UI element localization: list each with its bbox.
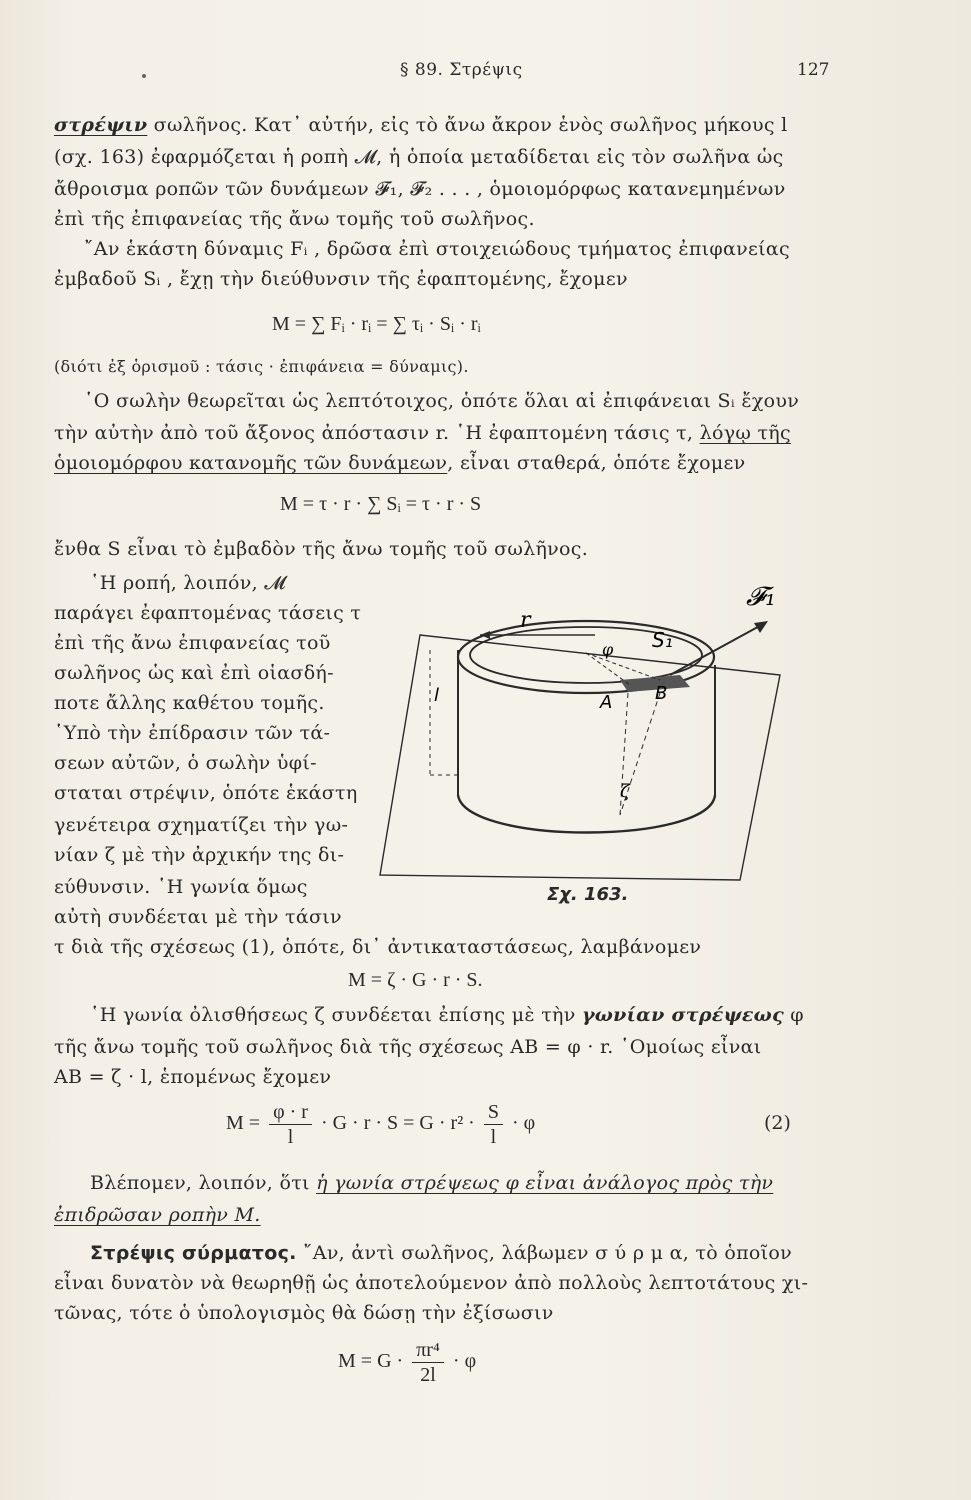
tube-bottom-edge [458,795,715,833]
formula-wire-torsion: M = G · $\frac{\text{πr⁴}}{2l}$ · φ [338,1339,477,1386]
formula-moment-zeta: M = ζ · G · r · S. [348,969,483,991]
text-line: στρέψιν σωλῆνος. Κατ᾿ αὐτήν, εἰς τὸ ἄνω ἄκρον ἑνὸς σωλῆνος μήκους l [54,114,788,136]
text-line: ἄθροισμα ροπῶν τῶν δυνάμεων 𝓕₁, 𝓕₂ . . . , ὁμοιομόρφως κατανεμημένων [54,178,786,200]
radius-arrowhead [480,631,490,639]
text-line: τῶνας, τότε ὁ ὑπολογισμὸς θὰ δώσῃ τὴν ἐξίσωσιν [54,1302,554,1324]
text-line: ὁμοιομόρφου κατανομῆς τῶν δυνάμεων, εἶναι σταθερά, ὁπότε ἔχομεν [54,452,746,474]
formula-moment-tau: M = τ · r · ∑ Sᵢ = τ · r · S [280,493,482,515]
text-line: παράγει ἐφαπτομένας τάσεις τ [54,602,362,624]
text-line: σταται στρέψιν, ὁπότε ἑκάστη [54,782,358,804]
figure-plane [380,635,780,880]
figure-caption: Σχ. 163. [547,884,629,905]
text-line: εύθυνσιν. ῾Η γωνία ὅμως [54,876,308,898]
formula-moment-sum: M = ∑ Fᵢ · rᵢ = ∑ τᵢ · Sᵢ · rᵢ [272,313,481,335]
label-l: l [434,685,440,706]
text-line: Βλέπομεν, λοιπόν, ὅτι ἡ γωνία στρέψεως φ εἶναι ἀνάλογος πρὸς τὴν [90,1172,774,1194]
text-line: ῾Ο σωλὴν θεωρεῖται ὡς λεπτότοιχος, ὁπότε ὅλαι αἱ ἐπιφάνειαι Sᵢ ἔχουν [84,390,800,412]
text-line: (διότι ἐξ ὁρισμοῦ : τάσις · ἐπιφάνεια = δύναμις). [54,357,469,376]
text-line: AB = ζ · l, ἑπομένως ἔχομεν [54,1066,332,1088]
text-line: τῆς ἄνω τομῆς τοῦ σωλῆνος διὰ τῆς σχέσεως AB = φ · r. ῾Ομοίως εἶναι [54,1036,762,1058]
text-line: ἐπὶ τῆς ἐπιφανείας τῆς ἄνω τομῆς τοῦ σωλῆνος. [54,208,535,230]
text-line: σωλῆνος ὡς καὶ ἐπὶ οἱασδή- [54,662,334,684]
force-arrow [670,623,765,675]
text-line: ποτε ἄλλης καθέτου τομῆς. [54,692,325,714]
label-s1: S₁ [652,628,673,652]
text-line: (σχ. 163) ἐφαρμόζεται ἡ ροπὴ 𝓜, ἡ ὁποία μεταδίδεται εἰς τὸν σωλῆνα ὡς [54,146,784,168]
text-line: εἶναι δυνατὸν νὰ θεωρηθῇ ὡς ἀποτελούμενον ἀπὸ πολλοὺς λεπτοτάτους χι- [54,1272,809,1294]
page-mark [142,74,146,78]
text-line: σεων αὐτῶν, ὁ σωλὴν ὑφί- [54,752,317,774]
text-line: νίαν ζ μὲ τὴν ἀρχικήν της δι- [54,844,345,866]
label-b: B [655,683,668,704]
running-header: § 89. Στρέψις [400,60,523,80]
label-f1: 𝓕₁ [746,582,776,612]
text-line: αὐτὴ συνδέεται μὲ τὴν τάσιν [54,906,342,928]
label-phi: φ [602,640,614,659]
text-line: ἐπὶ τῆς ἄνω ἐπιφανείας τοῦ [54,632,331,654]
text-line: τ διὰ τῆς σχέσεως (1), ὁπότε, δι᾿ ἀντικαταστάσεως, λαμβάνομεν [54,936,702,958]
text-line: ῾Η γωνία ὀλισθήσεως ζ συνδέεται ἐπίσης μὲ τὴν γωνίαν στρέψεως φ [90,1004,804,1026]
text-line: ἔνθα S εἶναι τὸ ἐμβαδὸν τῆς ἄνω τομῆς τοῦ σωλῆνος. [54,538,589,560]
label-r: r [520,608,531,633]
label-zeta: ζ [620,781,630,802]
figure-163-tube-torsion [370,575,790,885]
text-line: τὴν αὐτὴν ἀπὸ τοῦ ἄξονος ἀπόστασιν r. ῾Η ἐφαπτομένη τάσις τ, λόγῳ τῆς [54,422,791,444]
formula-twist-angle: M = $\frac{\varphi \cdot r}{l}$ · G · r · S = G · r² · $\frac{S}{l}$ · φ [226,1101,536,1148]
page-number: 127 [797,60,830,80]
text-line: Στρέψις σύρματος. ῎Αν, ἀντὶ σωλῆνος, λάβωμεν σ ύ ρ μ α, τὸ ὁποῖον [90,1242,792,1264]
equation-number: (2) [764,1112,791,1134]
text-line: ῎Αν ἑκάστη δύναμις Fᵢ , δρῶσα ἐπὶ στοιχειώδους τμήματος ἐπιφανείας [84,238,790,260]
text-line: ἐμβαδοῦ Sᵢ , ἔχῃ τὴν διεύθυνσιν τῆς ἐφαπτομένης, ἔχομεν [54,268,628,290]
text-line: ῾Υπὸ τὴν ἐπίδρασιν τῶν τά- [54,722,331,744]
text-line: γενέτειρα σχηματίζει τὴν γω- [54,814,349,836]
label-a: A [600,692,613,713]
text-line: ῾Η ροπή, λοιπόν, 𝓜 [90,572,286,594]
text-line: ἐπιδρῶσαν ροπὴν M. [54,1204,261,1226]
